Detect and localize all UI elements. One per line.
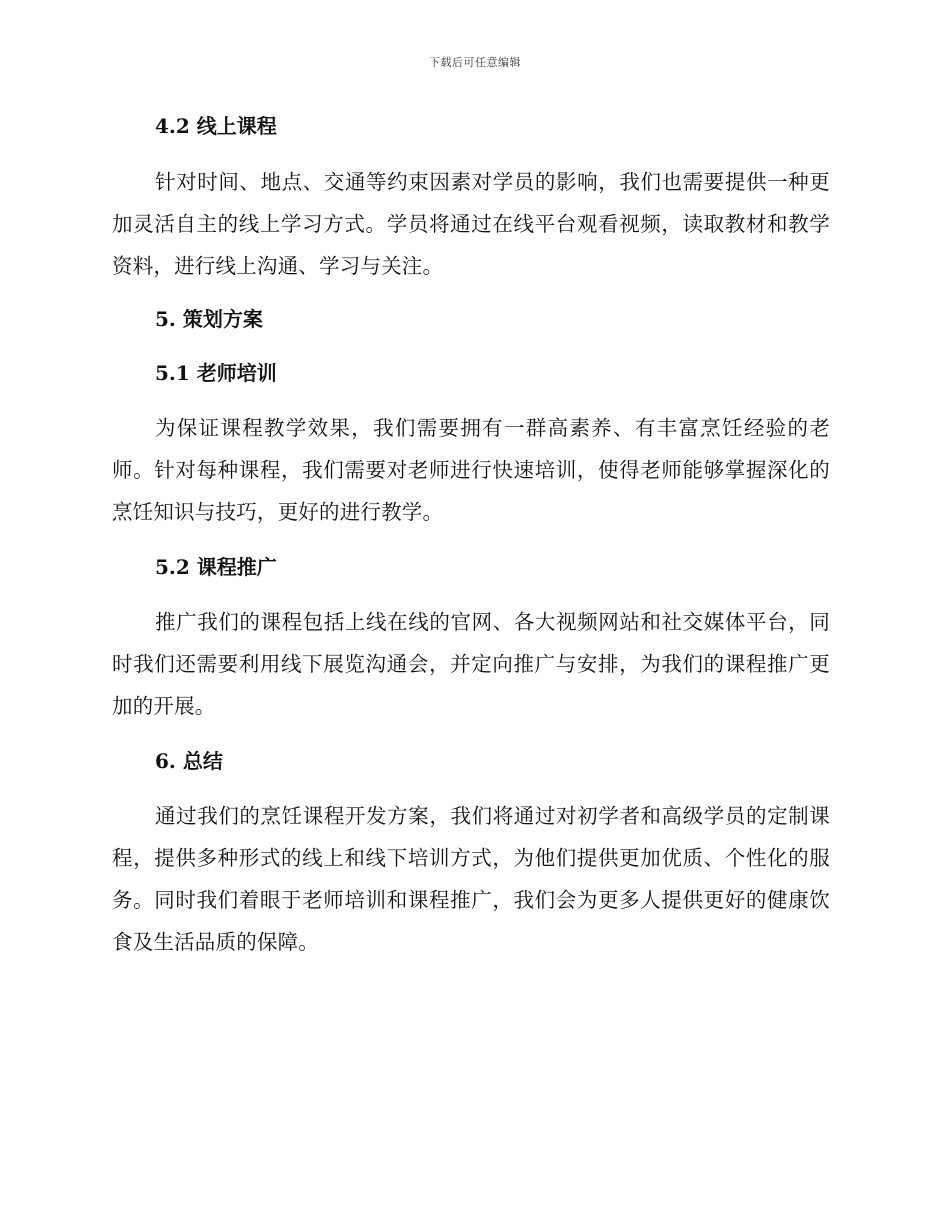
- section-paragraph-4-2: 针对时间、地点、交通等约束因素对学员的影响，我们也需要提供一种更加灵活自主的线上学习方式。学员将通过在线平台观看视频，读取教材和教学资料，进行线上沟通、学习与关注。: [112, 170, 830, 278]
- page-header-note: 下载后可任意编辑: [429, 56, 521, 69]
- section-paragraph-6: 通过我们的烹饪课程开发方案，我们将通过对初学者和高级学员的定制课程，提供多种形式的线上和线下培训方式，为他们提供更加优质、个性化的服务。同时我们着眼于老师培训和课程推广，我们会为更多人提供更好的健康饮食及生活品质的保障。: [112, 804, 830, 954]
- section-heading-5-2: 5.2 课程推广: [155, 555, 277, 579]
- section-heading-4-2: 4.2 线上课程: [155, 114, 277, 138]
- section-paragraph-5-1: 为保证课程教学效果，我们需要拥有一群高素养、有丰富烹饪经验的老师。针对每种课程，我们需要对老师进行快速培训，使得老师能够掌握深化的烹饪知识与技巧，更好的进行教学。: [112, 416, 830, 524]
- document-body: [112, 110, 830, 963]
- section-heading-5: 5. 策划方案: [155, 307, 263, 331]
- section-heading-6: 6. 总结: [155, 749, 223, 773]
- section-heading-5-1: 5.1 老师培训: [155, 361, 277, 385]
- section-paragraph-5-2: 推广我们的课程包括上线在线的官网、各大视频网站和社交媒体平台，同时我们还需要利用线下展览沟通会，并定向推广与安排，为我们的课程推广更加的开展。: [112, 610, 830, 718]
